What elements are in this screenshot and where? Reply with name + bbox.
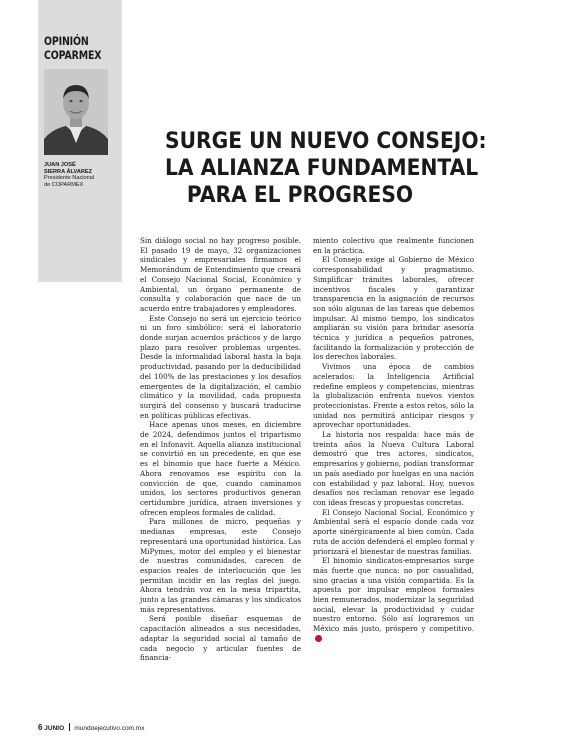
body-paragraph: La historia nos respalda: hace más de treinta años la Nueva Cultura Laboral demostró que tres actores, sindicatos, empresarios y gobierno, podían transformar un país asediado por huelgas en una nación con estabilidad y paz laboral. Hoy, nuevos desafíos nos reclaman renovar ese legado con ideas frescas y propuestas concretas. (313, 430, 474, 507)
section-label (44, 34, 108, 62)
author-name-line1: JUAN JOSÉ (44, 162, 76, 168)
author-byline (44, 162, 124, 188)
footer-divider (69, 723, 70, 731)
body-column-right (313, 236, 474, 644)
author-role-line2: de COPARMEX (44, 181, 84, 188)
footer-site-link[interactable]: mundoejecutivo.com.mx (74, 725, 145, 732)
body-paragraph: Será posible diseñar esquemas de capacitación alineados a sus necesidades, adaptar la seguridad social al tamaño de cada negocio y articular fuentes de financia- (140, 614, 301, 663)
body-paragraph: Sin diálogo social no hay progreso posible. El pasado 19 de mayo, 32 organizaciones sindicales y empresariales firmamos el Memorándum de Entendimiento que creará el Consejo Nacional Social, Económico y Ambiental, un órgano permanente de consulta y colaboración que nace de un acuerdo entre trabajadores y empleadores. (140, 236, 301, 313)
headline-line3: PARA EL PROGRESO (186, 182, 414, 208)
article-headline (150, 128, 487, 209)
end-of-article-icon (315, 635, 322, 642)
page-footer (38, 723, 144, 732)
section-label-line1: OPINIÓN (44, 34, 89, 48)
body-paragraph: El Consejo exige al Gobierno de México corresponsabilidad y pragmatismo. Simplificar trámites laborales, ofrecer incentivos fiscales y garantizar transparencia en la asignación de recursos son sólo algunas de las tareas que debemos impulsar. Al mismo tiempo, los sindicatos ampliarán su visión para brindar asesoría técnica y jurídica a pequeños patrones, facilitando la formalización y protección de los derechos laborales. (313, 255, 474, 362)
body-paragraph-last-text: El binomio sindicatos-empresarios surge más fuerte que nunca: no por casualidad, sino gracias a una visión compartida. Es la apuesta por impulsar empleos formales bien remunerados, modernizar la seguridad social, elevar la productividad y cuidar nuestro entorno. Sólo así lograremos un México más justo, próspero y competitivo. (313, 556, 474, 634)
headline-line1: SURGE UN NUEVO CONSEJO: (165, 128, 487, 154)
section-label-line2: COPARMEX (44, 48, 102, 62)
author-role-line1: Presidente Nacional (44, 175, 95, 182)
body-paragraph: El Consejo Nacional Social, Económico y Ambiental será el espacio donde cada voz aporte sinérgicamente al bien común. Cada ruta de acción defenderá el empleo formal y priorizará el bienestar de nuestras familias. (313, 507, 474, 556)
body-paragraph: miento colectivo que realmente funcionen en la práctica. (313, 236, 474, 255)
author-photo (44, 69, 108, 155)
author-portrait-image (44, 69, 108, 155)
body-paragraph: Este Consejo no será un ejercicio teórico ni un foro simbólico: será el laboratorio donde surjan acuerdos prácticos y de largo plazo para resolver problemas urgentes. Desde la informalidad laboral hasta la baja productividad, pasando por la deducibilidad del 100% de las prestaciones y los desafíos emergentes de la digitalización, el cambio climático y la movilidad, cada propuesta surgirá del consenso y buscará traducirse en políticas públicas efectivas. (140, 313, 301, 420)
footer-month: JUNIO (44, 725, 65, 732)
headline-line2: LA ALIANZA FUNDAMENTAL (165, 155, 479, 181)
body-paragraph-last (313, 556, 474, 643)
author-name-line2: SIERRA ÁLVAREZ (44, 168, 93, 175)
page-number: 6 (38, 723, 43, 732)
body-paragraph: Hace apenas unos meses, en diciembre de 2024, defendimos juntos el tripartismo en el Infonavit. Aquella alianza institucional se convirtió en un precedente, en que ese es el binomio que hace fuerte a México. Ahora renovamos ese espíritu con la convicción de que, cuando caminamos unidos, los sectores productivos generan certidumbre jurídica, atraen inversiones y ofrecen empleos formales de calidad. (140, 420, 301, 517)
body-paragraph: Vivimos una época de cambios acelerados: la Inteligencia Artificial redefine empleos y competencias, mientras la globalización enfrenta nuevos vientos proteccionistas. Frente a estos retos, sólo la unidad nos permitirá anticipar riesgos y aprovechar oportunidades. (313, 362, 474, 430)
body-column-left (140, 236, 301, 663)
body-paragraph: Para millones de micro, pequeñas y medianas empresas, este Consejo representará una oportunidad histórica. Las MiPymes, motor del empleo y el bienestar de nuestras comunidades, carecen de espacios reales de interlocución que les permitan incidir en las reglas del juego. Ahora tendrán voz en la mesa tripartita, junto a las grandes cámaras y los sindicatos más representativos. (140, 517, 301, 614)
